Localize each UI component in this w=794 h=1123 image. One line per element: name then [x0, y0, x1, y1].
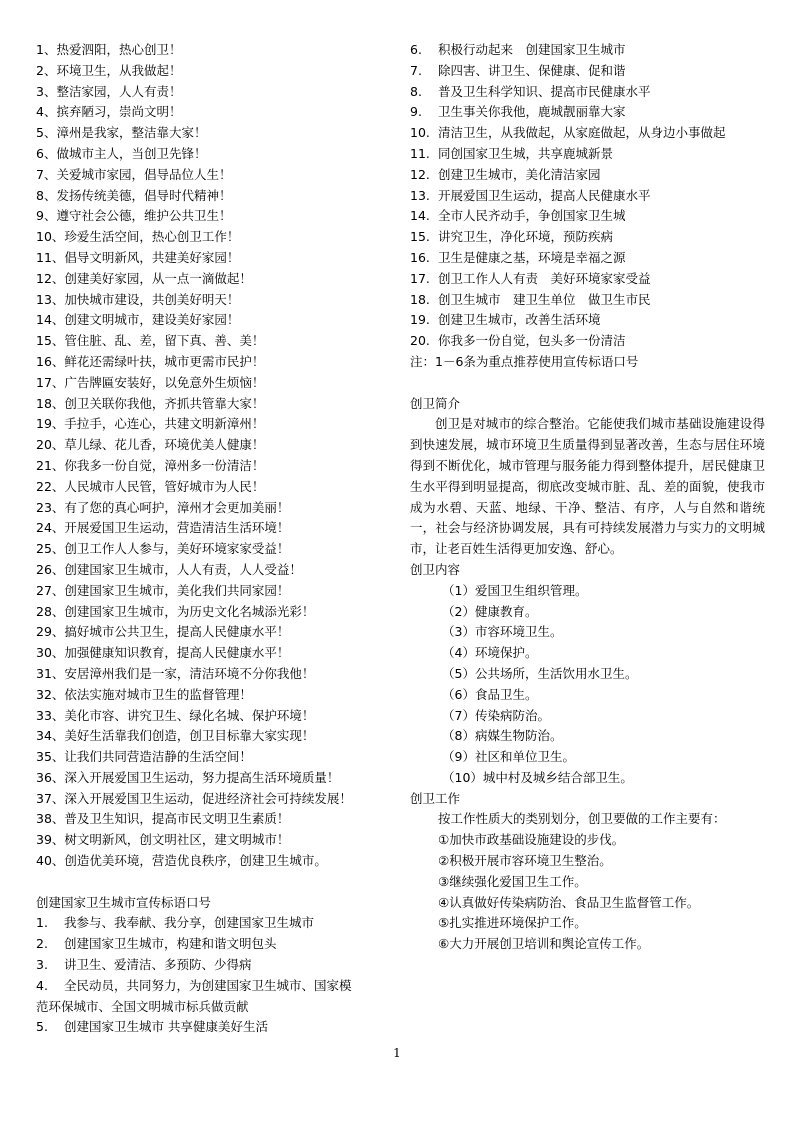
spacer — [36, 872, 386, 893]
content-item: （6）食品卫生。 — [442, 686, 538, 702]
item-text: 你我多一份自觉，包头多一份清洁 — [438, 333, 626, 349]
numbered-slogan-item — [410, 40, 765, 61]
content-item: （3）市容环境卫生。 — [442, 624, 563, 640]
item-number: 13. — [410, 187, 430, 203]
page-number: 1 — [393, 1046, 401, 1060]
content-item: （10）城中村及城乡结合部卫生。 — [442, 769, 633, 785]
numbered-slogan-item — [410, 227, 765, 248]
slogan-item: 17、广告牌匾安装好，以免意外生烦恼！ — [36, 374, 265, 390]
slogan-item: 7、关爱城市家园，倡导品位人生！ — [36, 166, 232, 182]
item-text-continuation: 范环保城市、全国文明城市标兵做贡献 — [36, 998, 249, 1014]
content-item: （9）社区和单位卫生。 — [442, 749, 575, 765]
item-text: 讲究卫生，净化环境，预防疾病 — [438, 229, 614, 245]
item-text: 讲卫生、爱清洁、多预防、少得病 — [64, 957, 252, 973]
left-column — [36, 40, 386, 1038]
slogan-item: 26、创建国家卫生城市，人人有责，人人受益！ — [36, 561, 302, 577]
numbered-slogan-item — [410, 123, 765, 144]
item-number: 15. — [410, 229, 430, 245]
slogan-item: 14、创建文明城市，建设美好家园！ — [36, 312, 240, 328]
work-item: ①加快市政基础设施建设的步伐。 — [438, 832, 625, 848]
slogan-item: 37、深入开展爱国卫生运动，促进经济社会可持续发展！ — [36, 790, 352, 806]
slogan-item: 4、摈弃陋习，崇尚文明！ — [36, 104, 182, 120]
item-number: 7. — [410, 62, 422, 78]
numbered-slogan-item — [410, 82, 765, 103]
numbered-slogan-item — [410, 310, 765, 331]
slogan-item: 8、发扬传统美德，倡导时代精神！ — [36, 187, 232, 203]
item-number: 16. — [410, 249, 430, 265]
slogan-item: 39、树文明新风，创文明社区，建文明城市！ — [36, 832, 290, 848]
numbered-slogan-item — [410, 165, 765, 186]
slogan-item: 18、创卫关联你我他，齐抓共管靠大家！ — [36, 395, 265, 411]
slogan-item: 3、整洁家园，人人有责！ — [36, 83, 182, 99]
slogan-item: 30、加强健康知识教育，提高人民健康水平！ — [36, 645, 290, 661]
item-text: 除四害、讲卫生、保健康、促和谐 — [438, 62, 626, 78]
item-number: 3. — [36, 957, 48, 973]
content-item: （1）爱国卫生组织管理。 — [442, 582, 588, 598]
content-item: （5）公共场所，生活饮用水卫生。 — [442, 665, 638, 681]
slogan-item: 21、你我多一份自觉，漳州多一份清洁！ — [36, 457, 265, 473]
numbered-slogan-item — [410, 102, 765, 123]
slogan-list-part2-right — [410, 40, 765, 352]
numbered-slogan-item — [36, 913, 386, 934]
numbered-slogan-item — [410, 269, 765, 290]
intro-body: 创卫是对城市的综合整治。它能使我们城市基础设施建设得到快速发展，城市环境卫生质量得到显著改善，生态与居住环境得到不断优化，城市管理与服务能力得到整体提升，居民健康卫生水平得到明显提高，彻底改变城市脏、乱、差的面貌，使我市成为水碧、天蓝、地绿、干净、整洁、有序，人与自然和谐统一，社会与经济协调发展，具有可持续发展潜力与实力的文明城市，让老百姓生活得更加安逸、舒心。 — [410, 416, 765, 557]
item-text: 同创国家卫生城，共享鹿城新景 — [438, 145, 614, 161]
slogan-item: 35、让我们共同营造洁静的生活空间！ — [36, 749, 252, 765]
work-item: ④认真做好传染病防治、食品卫生监督管工作。 — [438, 894, 700, 910]
slogan-item: 20、草儿绿、花儿香，环境优美人健康！ — [36, 437, 265, 453]
item-text: 全市人民齐动手，争创国家卫生城 — [438, 208, 626, 224]
content-item: （8）病媒生物防治。 — [442, 728, 563, 744]
item-number: 17. — [410, 270, 430, 286]
intro-title: 创卫简介 — [410, 395, 461, 411]
content-item: （4）环境保护。 — [442, 645, 538, 661]
slogan-item: 31、安居漳州我们是一家，清洁环境不分你我他！ — [36, 665, 315, 681]
slogan-item: 2、环境卫生，从我做起！ — [36, 62, 182, 78]
item-number: 18. — [410, 291, 430, 307]
item-number: 9. — [410, 104, 422, 120]
item-text: 创建卫生城市，改善生活环境 — [438, 312, 601, 328]
item-number: 5. — [36, 1019, 48, 1035]
slogan-item: 13、加快城市建设，共创美好明天！ — [36, 291, 240, 307]
slogan-item: 40、创造优美环境，营造优良秩序，创建卫生城市。 — [36, 853, 327, 869]
work-list — [410, 830, 765, 955]
slogan-item: 5、漳州是我家，整洁靠大家！ — [36, 125, 207, 141]
slogan-item: 11、倡导文明新风，共建美好家园！ — [36, 249, 240, 265]
item-text: 创卫生城市 建卫生单位 做卫生市民 — [438, 291, 651, 307]
numbered-slogan-item — [410, 61, 765, 82]
numbered-slogan-item — [36, 934, 386, 955]
slogan-note: 注：1－6条为重点推荐使用宣传标语口号 — [410, 353, 639, 369]
work-item: ⑤扎实推进环境保护工作。 — [438, 915, 587, 931]
slogan-item: 19、手拉手，心连心，共建文明新漳州！ — [36, 416, 265, 432]
work-title: 创卫工作 — [410, 790, 461, 806]
slogan-section-title: 创建国家卫生城市宣传标语口号 — [36, 894, 212, 910]
slogan-item: 36、深入开展爱国卫生运动，努力提高生活环境质量！ — [36, 769, 340, 785]
numbered-slogan-item — [36, 1017, 386, 1038]
item-text: 全民动员，共同努力，为创建国家卫生城市、国家模 — [64, 977, 352, 993]
slogan-item: 10、珍爱生活空间，热心创卫工作！ — [36, 229, 240, 245]
work-intro: 按工作性质大的类别划分，创卫要做的工作主要有： — [438, 811, 726, 827]
slogan-item: 32、依法实施对城市卫生的监督管理！ — [36, 686, 252, 702]
slogan-item: 9、遵守社会公德，维护公共卫生！ — [36, 208, 232, 224]
numbered-slogan-item — [410, 186, 765, 207]
item-number: 19. — [410, 312, 430, 328]
content-list — [410, 581, 765, 789]
numbered-slogan-item — [410, 248, 765, 269]
item-text: 清洁卫生，从我做起，从家庭做起，从身边小事做起 — [438, 125, 726, 141]
slogan-item: 23、有了您的真心呵护，漳州才会更加美丽！ — [36, 499, 290, 515]
item-text: 积极行动起来 创建国家卫生城市 — [438, 42, 626, 57]
numbered-slogan-item — [410, 144, 765, 165]
slogan-list-part2-left — [36, 913, 386, 1038]
slogan-item: 22、人民城市人民管，管好城市为人民！ — [36, 478, 265, 494]
work-item: ③继续强化爱国卫生工作。 — [438, 873, 587, 889]
slogan-item: 38、普及卫生知识，提高市民文明卫生素质！ — [36, 811, 290, 827]
numbered-slogan-item — [410, 331, 765, 352]
item-text: 普及卫生科学知识、提高市民健康水平 — [438, 83, 651, 99]
item-number: 10. — [410, 125, 430, 141]
content-item: （2）健康教育。 — [442, 603, 538, 619]
item-text: 创建卫生城市，美化清洁家园 — [438, 166, 601, 182]
item-text: 卫生是健康之基，环境是幸福之源 — [438, 249, 626, 265]
item-text: 开展爱国卫生运动，提高人民健康水平 — [438, 187, 651, 203]
slogan-list-part1 — [36, 40, 386, 872]
numbered-slogan-item — [36, 955, 386, 976]
item-number: 20. — [410, 333, 430, 349]
item-number: 12. — [410, 166, 430, 182]
slogan-item: 16、鲜花还需绿叶扶，城市更需市民护！ — [36, 353, 265, 369]
work-item: ⑥大力开展创卫培训和舆论宣传工作。 — [438, 936, 650, 952]
item-number: 1. — [36, 915, 48, 931]
content-title: 创卫内容 — [410, 561, 461, 577]
item-text: 卫生事关你我他，鹿城靓丽靠大家 — [438, 104, 626, 120]
item-number: 14. — [410, 208, 430, 224]
slogan-item: 1、热爱泗阳，热心创卫！ — [36, 42, 182, 57]
slogan-item: 34、美好生活靠我们创造，创卫目标靠大家实现！ — [36, 728, 315, 744]
item-text: 创卫工作人人有责 美好环境家家受益 — [438, 270, 651, 286]
item-number: 2. — [36, 936, 48, 952]
slogan-item: 28、创建国家卫生城市，为历史文化名城添光彩！ — [36, 603, 315, 619]
slogan-item: 27、创建国家卫生城市，美化我们共同家园！ — [36, 582, 290, 598]
numbered-slogan-item — [410, 290, 765, 311]
item-number: 6. — [410, 42, 422, 57]
slogan-item: 33、美化市容、讲究卫生、绿化名城、保护环境！ — [36, 707, 315, 723]
slogan-item: 29、搞好城市公共卫生，提高人民健康水平！ — [36, 624, 290, 640]
slogan-item: 15、管住脏、乱、差，留下真、善、美！ — [36, 333, 265, 349]
item-text: 创建国家卫生城市 共享健康美好生活 — [64, 1019, 268, 1035]
slogan-item: 6、做城市主人，当创卫先锋！ — [36, 145, 207, 161]
slogan-item: 24、开展爱国卫生运动，营造清洁生活环境！ — [36, 520, 290, 536]
item-text: 创建国家卫生城市，构建和谐文明包头 — [64, 936, 277, 952]
content-item: （7）传染病防治。 — [442, 707, 550, 723]
item-number: 8. — [410, 83, 422, 99]
right-column — [410, 40, 765, 955]
slogan-item: 12、创建美好家园，从一点一滴做起！ — [36, 270, 252, 286]
item-text: 我参与、我奉献、我分享，创建国家卫生城市 — [64, 915, 315, 931]
item-number: 4. — [36, 977, 48, 993]
item-number: 11. — [410, 145, 430, 161]
spacer — [410, 373, 765, 394]
slogan-item: 25、创卫工作人人参与，美好环境家家受益！ — [36, 541, 290, 557]
numbered-slogan-item — [410, 206, 765, 227]
work-item: ②积极开展市容环境卫生整治。 — [438, 853, 612, 869]
numbered-slogan-item — [36, 976, 386, 997]
